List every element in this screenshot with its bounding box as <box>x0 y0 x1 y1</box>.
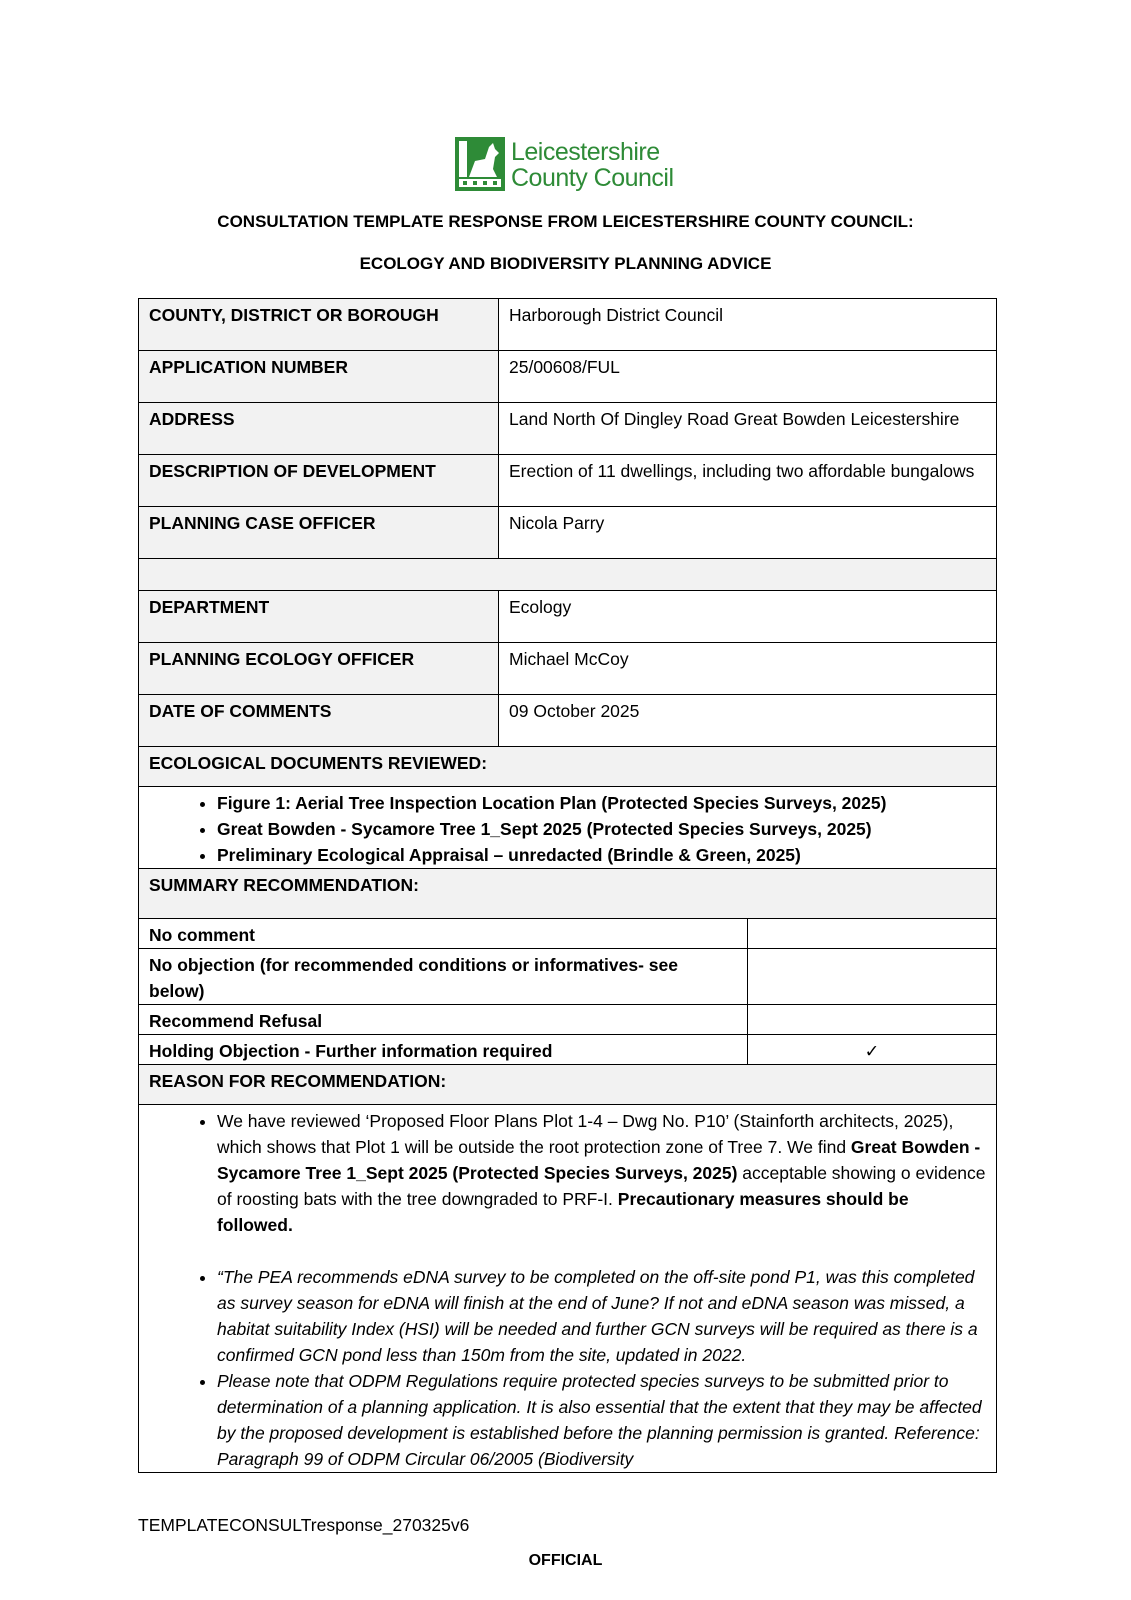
list-item: • Preliminary Ecological Appraisal – unredacted (Brindle & Green, 2025) <box>217 842 986 868</box>
reason-label: REASON FOR RECOMMENDATION: <box>139 1065 997 1105</box>
check-mark-icon: ✓ <box>748 1035 997 1065</box>
recommendation-check <box>748 919 997 949</box>
ecology-officer-label: PLANNING ECOLOGY OFFICER <box>139 643 499 695</box>
recommendation-row <box>139 949 997 1005</box>
table-row <box>139 787 997 869</box>
table-row <box>139 747 997 787</box>
recommendation-option: Recommend Refusal <box>139 1005 748 1035</box>
list-item: • Please note that ODPM Regulations require protected species surveys to be submitted prior to determination of a planning application. It is also essential that the extent that they may be affected by the proposed development is established before the planning permission is granted. Reference: Paragraph 99 of ODPM Circular 06/2005 (Biodiversity <box>217 1368 986 1472</box>
description-label: DESCRIPTION OF DEVELOPMENT <box>139 455 499 507</box>
council-fox-emblem-icon <box>455 137 507 193</box>
logo-line-1: Leicestershire <box>511 138 660 166</box>
table-row <box>139 1065 997 1105</box>
docs-list <box>149 790 986 868</box>
docs-reviewed-label: ECOLOGICAL DOCUMENTS REVIEWED: <box>139 747 997 787</box>
recommendation-check <box>748 1005 997 1035</box>
logo-line-2: County Council <box>511 164 674 192</box>
recommendation-row <box>139 1005 997 1035</box>
recommendation-option: No comment <box>139 919 748 949</box>
recommendation-row <box>139 1035 997 1065</box>
table-row <box>139 351 997 403</box>
summary-label: SUMMARY RECOMMENDATION: <box>139 869 997 919</box>
classification-marking: OFFICIAL <box>528 1552 603 1569</box>
recommendation-option: No objection (for recommended conditions or informatives- see below) <box>139 949 748 1005</box>
list-item: • “The PEA recommends eDNA survey to be completed on the off-site pond P1, was this completed as survey season for eDNA will finish at the end of June? If not and eDNA season was missed, a habitat suitability Index (HSI) will be needed and further GCN surveys will be required as there is a confirmed GCN pond less than 150m from the site, updated in 2022. <box>217 1264 986 1368</box>
department-label: DEPARTMENT <box>139 591 499 643</box>
application-number-value: 25/00608/FUL <box>499 351 997 403</box>
address-value: Land North Of Dingley Road Great Bowden Leicestershire <box>499 403 997 455</box>
list-item: • Figure 1: Aerial Tree Inspection Location Plan (Protected Species Surveys, 2025) <box>217 790 986 816</box>
template-reference: TEMPLATECONSULTresponse_270325v6 <box>138 1515 470 1535</box>
county-label: COUNTY, DISTRICT OR BOROUGH <box>139 299 499 351</box>
table-row <box>139 591 997 643</box>
table-row <box>139 299 997 351</box>
recommendation-row <box>139 919 997 949</box>
recommendation-check <box>748 949 997 1005</box>
reason-list <box>149 1108 986 1472</box>
department-value: Ecology <box>499 591 997 643</box>
list-item: • We have reviewed ‘Proposed Floor Plans Plot 1-4 – Dwg No. P10’ (Stainforth architects, 2025), which shows that Plot 1 will be outside the root protection zone of Tree 7. We find Great Bowden - Sycamore Tree 1_Sept 2025 (Protected Species Surveys, 2025) acceptable showing o evidence of roosting bats with the tree downgraded to PRF-I. Precautionary measures should be followed. <box>217 1108 986 1238</box>
consultation-form-table <box>138 298 997 1473</box>
document-subtitle: ECOLOGY AND BIODIVERSITY PLANNING ADVICE <box>359 254 772 273</box>
county-value: Harborough District Council <box>499 299 997 351</box>
table-row <box>139 455 997 507</box>
ecology-officer-value: Michael McCoy <box>499 643 997 695</box>
date-label: DATE OF COMMENTS <box>139 695 499 747</box>
table-row <box>139 1105 997 1473</box>
case-officer-label: PLANNING CASE OFFICER <box>139 507 499 559</box>
description-value: Erection of 11 dwellings, including two affordable bungalows <box>499 455 997 507</box>
table-row <box>139 695 997 747</box>
application-number-label: APPLICATION NUMBER <box>139 351 499 403</box>
case-officer-value: Nicola Parry <box>499 507 997 559</box>
spacer-row <box>139 559 997 591</box>
list-item: • Great Bowden - Sycamore Tree 1_Sept 2025 (Protected Species Surveys, 2025) <box>217 816 986 842</box>
table-row <box>139 869 997 919</box>
table-row <box>139 559 997 591</box>
table-row <box>139 643 997 695</box>
address-label: ADDRESS <box>139 403 499 455</box>
table-row <box>139 507 997 559</box>
document-title: CONSULTATION TEMPLATE RESPONSE FROM LEICESTERSHIRE COUNTY COUNCIL: <box>217 212 914 231</box>
council-logo <box>455 137 685 197</box>
table-row <box>139 403 997 455</box>
recommendation-option: Holding Objection - Further information required <box>139 1035 748 1065</box>
date-value: 09 October 2025 <box>499 695 997 747</box>
